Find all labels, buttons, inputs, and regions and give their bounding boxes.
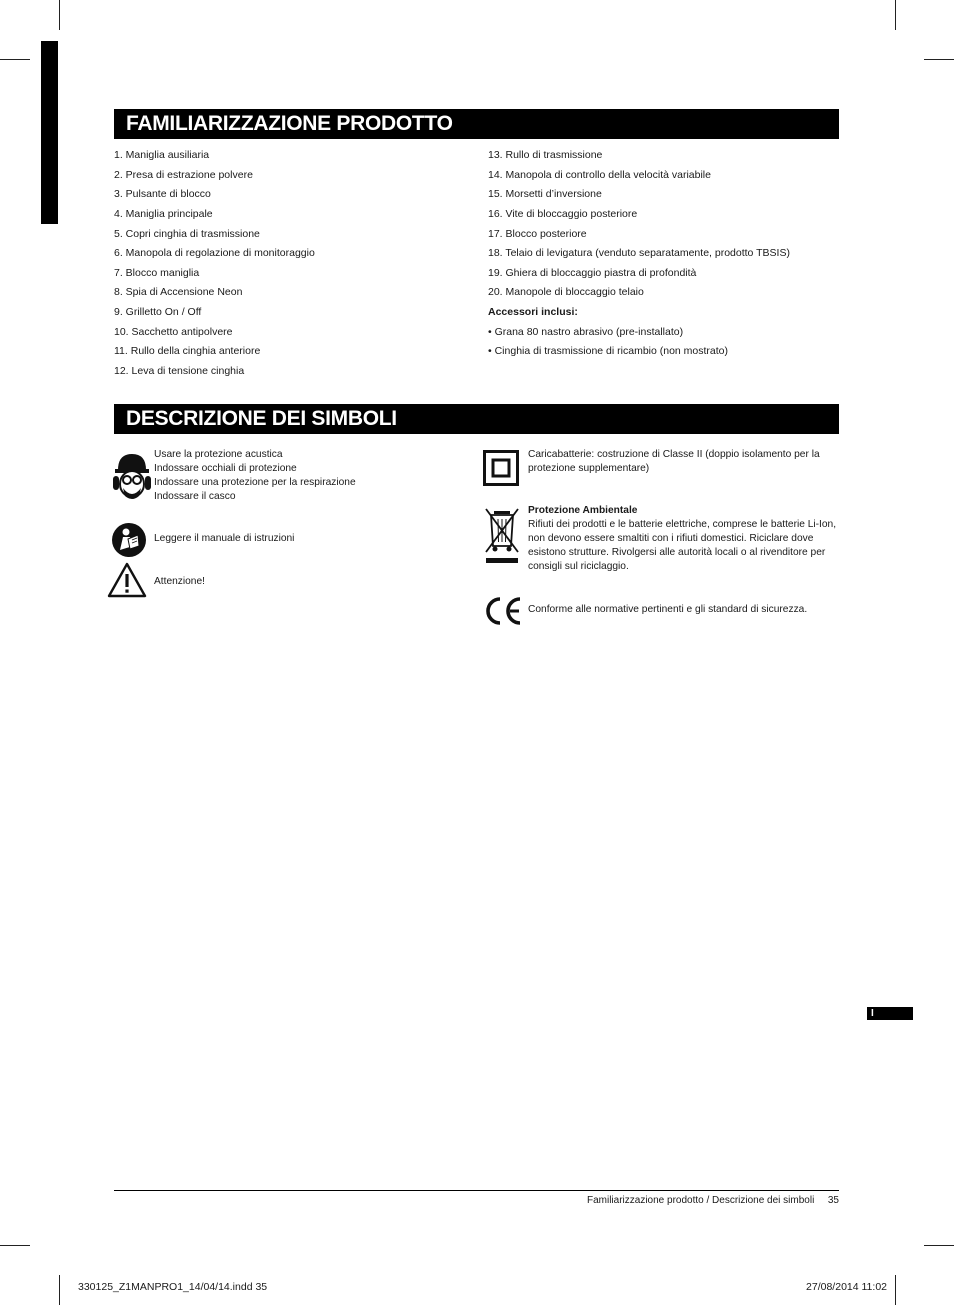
list-item: • Cinghia di trasmissione di ricambio (non mostrato)	[488, 345, 729, 358]
weee-title: Protezione Ambientale	[528, 505, 638, 516]
crop-mark	[895, 0, 896, 30]
crop-mark	[0, 59, 30, 60]
list-item: 13. Rullo di trasmissione	[488, 149, 603, 161]
list-item: 5. Copri cinghia di trasmissione	[114, 227, 260, 240]
list-item: 20. Manopole di bloccaggio telaio	[488, 286, 644, 299]
symbol-ppe	[110, 448, 470, 508]
symbol-manual	[110, 521, 470, 559]
running-footer-title: Familiarizzazione prodotto / Descrizione dei simboli	[586, 1195, 815, 1206]
list-item: 19. Ghiera di bloccaggio piastra di profondità	[488, 266, 697, 279]
list-item: 18. Telaio di levigatura (venduto separatamente, prodotto TBSIS)	[488, 247, 790, 260]
warning-text: Attenzione!	[154, 576, 205, 587]
ppe-eye-text: Indossare occhiali di protezione	[154, 463, 297, 474]
ce-text: Conforme alle normative pertinenti e gli standard di sicurezza.	[528, 604, 808, 615]
language-tab: I	[867, 1007, 913, 1020]
running-footer	[587, 1195, 839, 1206]
list-item: 14. Manopola di controllo della velocità variabile	[488, 168, 711, 181]
list-item: 2. Presa di estrazione polvere	[114, 168, 253, 181]
crop-mark	[924, 1245, 954, 1246]
ppe-helmet-text: Indossare il casco	[154, 491, 236, 502]
list-item: 9. Grilletto On / Off	[114, 306, 202, 319]
list-item: 7. Blocco maniglia	[114, 266, 200, 279]
ppe-breath-text: Indossare una protezione per la respirazione	[154, 477, 356, 488]
accessories-heading: Accessori inclusi:	[488, 306, 578, 319]
section-title-product: FAMILIARIZZAZIONE PRODOTTO	[114, 109, 839, 139]
list-item: 11. Rullo della cinghia anteriore	[114, 345, 261, 358]
parts-list-left	[114, 148, 315, 384]
list-item: 17. Blocco posteriore	[488, 227, 587, 240]
symbol-ce	[482, 594, 842, 628]
ppe-ear-text: Usare la protezione acustica	[154, 449, 283, 460]
crossed-bin-icon	[484, 506, 520, 566]
ce-mark-icon	[482, 595, 524, 627]
slug-file: 330125_Z1MANPRO1_14/04/14.indd 35	[78, 1281, 268, 1293]
warning-triangle-icon	[107, 562, 147, 598]
crop-mark	[59, 0, 60, 30]
double-insulation-icon	[483, 450, 519, 486]
list-item: 16. Vite di bloccaggio posteriore	[488, 207, 638, 220]
crop-mark	[0, 1245, 30, 1246]
symbol-weee	[482, 504, 842, 576]
list-item: • Grana 80 nastro abrasivo (pre-installato)	[488, 325, 684, 338]
crop-mark	[924, 59, 954, 60]
read-manual-icon	[111, 522, 147, 558]
ppe-head-icon	[112, 450, 152, 502]
symbol-class-ii	[482, 448, 842, 490]
manual-text: Leggere il manuale di istruzioni	[154, 533, 295, 544]
section-title-symbols: DESCRIZIONE DEI SIMBOLI	[114, 404, 839, 434]
list-item: 10. Sacchetto antipolvere	[114, 325, 233, 338]
list-item: 15. Morsetti d’inversione	[488, 188, 602, 201]
list-item: 8. Spia di Accensione Neon	[114, 286, 243, 299]
list-item: 3. Pulsante di blocco	[114, 188, 211, 201]
parts-list-right	[488, 148, 790, 364]
list-item: 1. Maniglia ausiliaria	[114, 149, 210, 161]
list-item: 4. Maniglia principale	[114, 207, 213, 220]
footer-rule	[114, 1190, 839, 1191]
page-number: 35	[827, 1195, 839, 1206]
symbol-warning	[107, 562, 467, 600]
list-item: 12. Leva di tensione cinghia	[114, 365, 245, 378]
crop-mark	[895, 1275, 896, 1305]
side-marker-bar	[41, 41, 58, 224]
slug-date: 27/08/2014 11:02	[806, 1281, 887, 1293]
weee-text: Rifiuti dei prodotti e le batterie elettriche, comprese le batterie Li-Ion, non devono essere smaltiti con i rifiuti domestici. Riciclare dove esistono strutture. Rivolgersi alle autorità locali o al rivenditore per consigli sul riciclaggio.	[528, 519, 837, 572]
class-ii-text: Caricabatterie: costruzione di Classe II (doppio isolamento per la protezione supplementare)	[528, 449, 820, 474]
list-item: 6. Manopola di regolazione di monitoraggio	[114, 247, 315, 260]
crop-mark	[59, 1275, 60, 1305]
